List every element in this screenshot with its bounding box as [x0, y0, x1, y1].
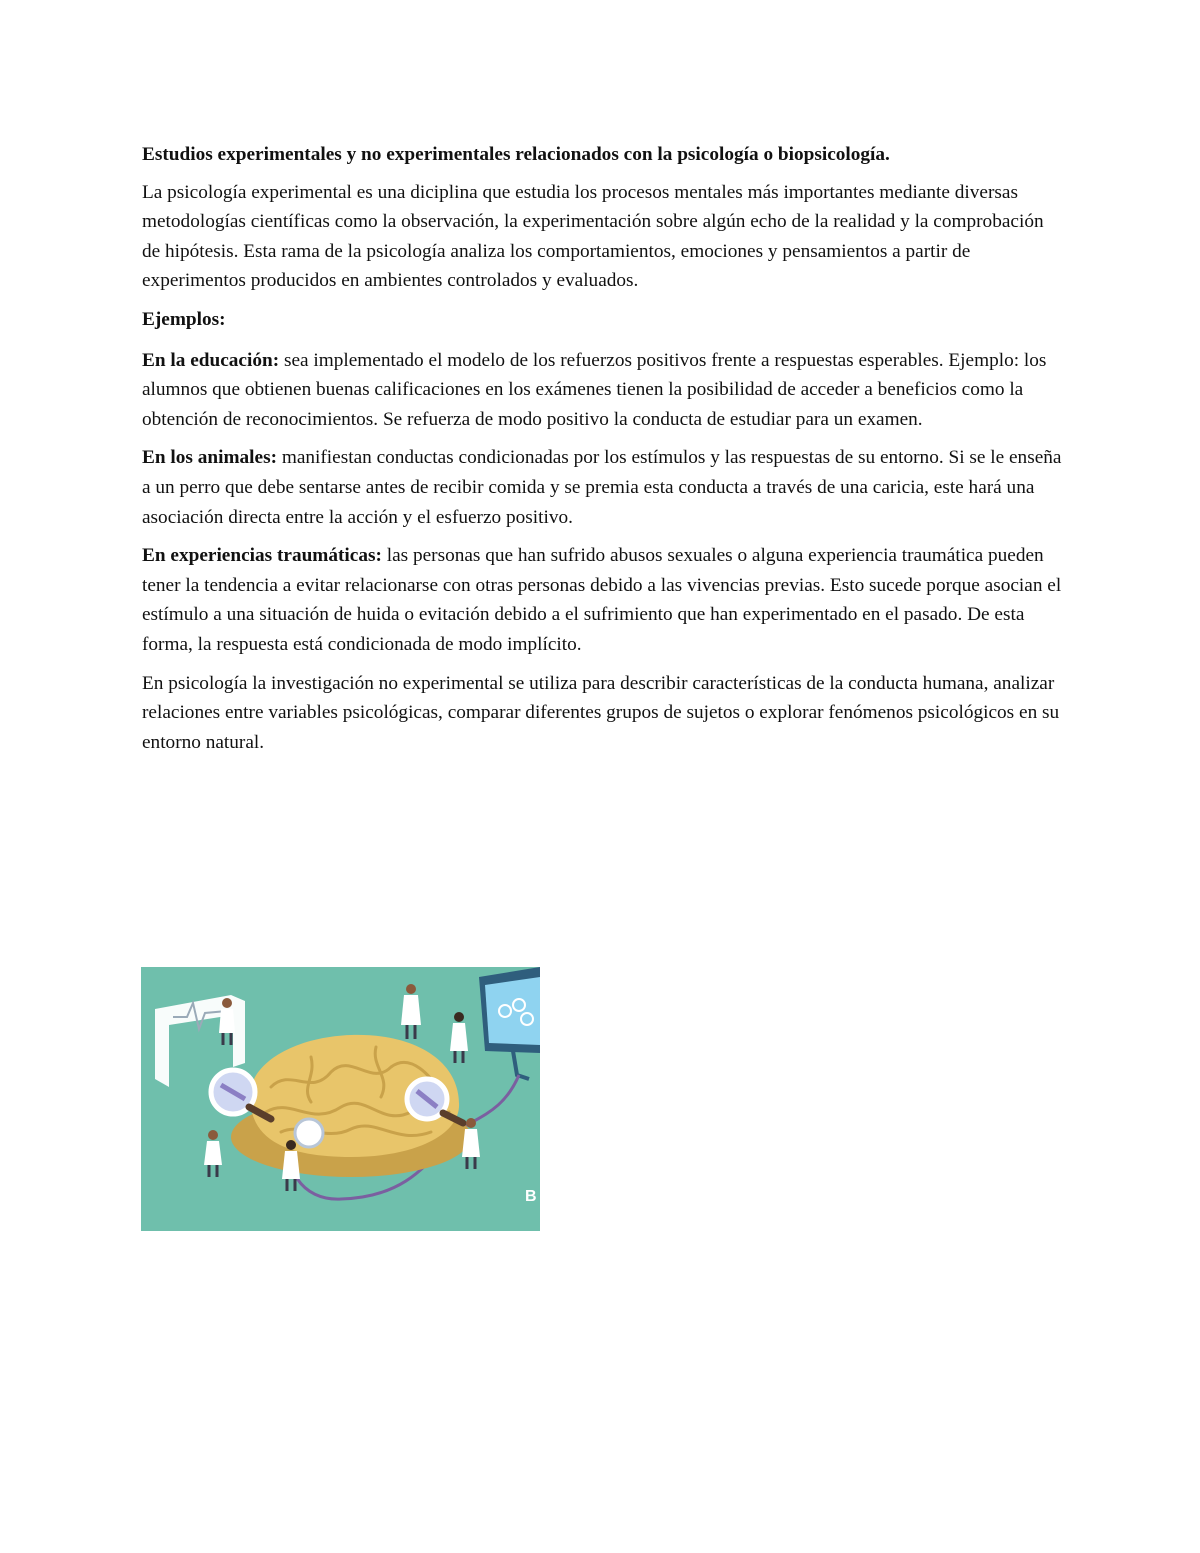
document-body: [142, 140, 1062, 766]
brain-research-illustration-icon: [141, 967, 540, 1231]
example-trauma: [142, 541, 1062, 659]
examples-heading: Ejemplos:: [142, 308, 226, 330]
intro-paragraph: La psicología experimental es una diciplina que estudia los procesos mentales más importantes mediante diversas metodologías científicas como la observación, la experimentación sobre algún echo de la realidad y la comprobación de hipótesis. Esta rama de la psicología analiza los comportamientos, emociones y pensamientos a partir de experimentos producidos en ambientes controlados y evaluados.: [142, 181, 1044, 292]
document-title: Estudios experimentales y no experimentales relacionados con la psicología o biopsicología.: [142, 144, 890, 165]
example-text: sea implementado el modelo de los refuerzos positivos frente a respuestas esperables. Ejemplo: los alumnos que obtienen buenas calificaciones en los exámenes tienen la posibilidad de acceder a beneficios como la obtención de reconocimientos. Se refuerza de modo positivo la conducta de estudiar para un examen.: [142, 349, 1047, 430]
watermark-letter: B: [525, 1188, 537, 1205]
example-label: En experiencias traumáticas:: [142, 545, 382, 567]
example-label: En la educación:: [142, 349, 280, 371]
brain-research-illustration: [141, 967, 540, 1231]
example-text: las personas que han sufrido abusos sexuales o alguna experiencia traumática pueden tener la tendencia a evitar relacionarse con otras personas debido a las vivencias previas. Esto sucede porque asocian el estímulo a una situación de huida o evitación debido a el sufrimiento que han experimentado en el pasado. De esta forma, la respuesta está condicionada de modo implícito.: [142, 545, 1062, 655]
closing-paragraph: En psicología la investigación no experimental se utiliza para describir características de la conducta humana, analizar relaciones entre variables psicológicas, comparar diferentes grupos de sujetos o explorar fenómenos psicológicos en su entorno natural.: [142, 672, 1060, 753]
example-animals: [142, 443, 1062, 532]
example-label: En los animales:: [142, 447, 277, 469]
example-education: [142, 346, 1062, 435]
example-text: manifiestan conductas condicionadas por los estímulos y las respuestas de su entorno. Si se le enseña a un perro que debe sentarse antes de recibir comida y se premia esta conducta a través de una caricia, este hará una asociación directa entre la acción y el esfuerzo positivo.: [142, 447, 1062, 528]
